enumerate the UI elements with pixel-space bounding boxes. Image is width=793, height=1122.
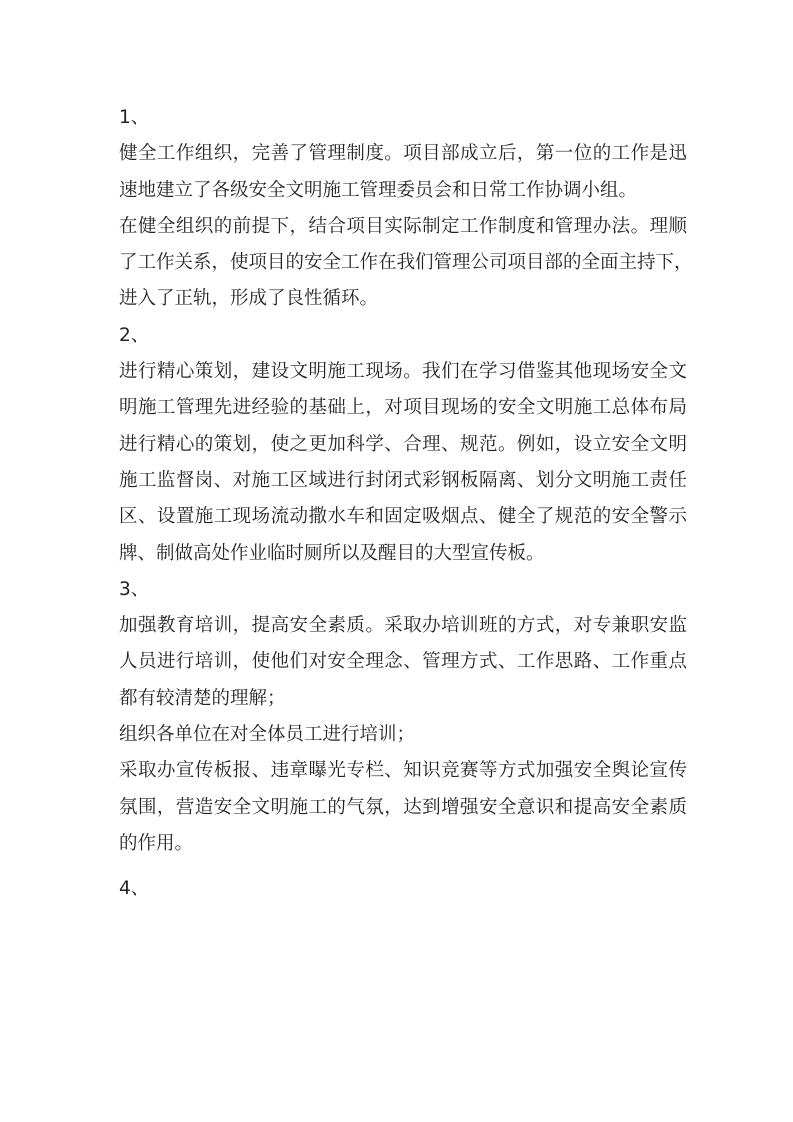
paragraph-line: 进行精心策划，建设文明施工现场。我们在学习借鉴其他现场安全文 bbox=[119, 361, 687, 383]
paragraph-line: 了工作关系，使项目的安全工作在我们管理公司项目部的全面主持下， bbox=[119, 252, 693, 274]
paragraph-line: 的作用。 bbox=[119, 832, 194, 854]
document-body bbox=[119, 100, 693, 908]
paragraph-line: 明施工管理先进经验的基础上，对项目现场的安全文明施工总体布局 bbox=[119, 397, 687, 419]
paragraph-line: 施工监督岗、对施工区域进行封闭式彩钢板隔离、划分文明施工责任 bbox=[119, 469, 687, 491]
section-number: 2、 bbox=[119, 324, 150, 346]
paragraph-line: 组织各单位在对全体员工进行培训； bbox=[119, 724, 416, 746]
paragraph-line: 在健全组织的前提下，结合项目实际制定工作制度和管理办法。理顺 bbox=[119, 215, 687, 237]
paragraph-line: 氛围，营造安全文明施工的气氛，达到增强安全意识和提高安全素质 bbox=[119, 796, 687, 818]
paragraph-line: 人员进行培训，使他们对安全理念、管理方式、工作思路、工作重点 bbox=[119, 651, 687, 673]
paragraph-line: 进行精心的策划，使之更加科学、合理、规范。例如，设立安全文明 bbox=[119, 433, 687, 455]
paragraph-line: 健全工作组织，完善了管理制度。项目部成立后，第一位的工作是迅 bbox=[119, 143, 687, 165]
paragraph-line: 牌、制做高处作业临时厕所以及醒目的大型宣传板。 bbox=[119, 542, 545, 564]
paragraph-line: 进入了正轨，形成了良性循环。 bbox=[119, 288, 379, 310]
section-number: 1、 bbox=[119, 107, 150, 128]
paragraph-line: 加强教育培训，提高安全素质。采取办培训班的方式，对专兼职安监 bbox=[119, 615, 687, 637]
section-number: 3、 bbox=[119, 578, 150, 600]
paragraph-line: 速地建立了各级安全文明施工管理委员会和日常工作协调小组。 bbox=[119, 179, 638, 201]
paragraph-line: 采取办宣传板报、违章曝光专栏、知识竞赛等方式加强安全舆论宣传 bbox=[119, 760, 687, 782]
section-number: 4、 bbox=[119, 878, 150, 900]
paragraph-line: 区、设置施工现场流动撒水车和固定吸烟点、健全了规范的安全警示 bbox=[119, 506, 687, 528]
paragraph-line: 都有较清楚的理解； bbox=[119, 687, 286, 709]
